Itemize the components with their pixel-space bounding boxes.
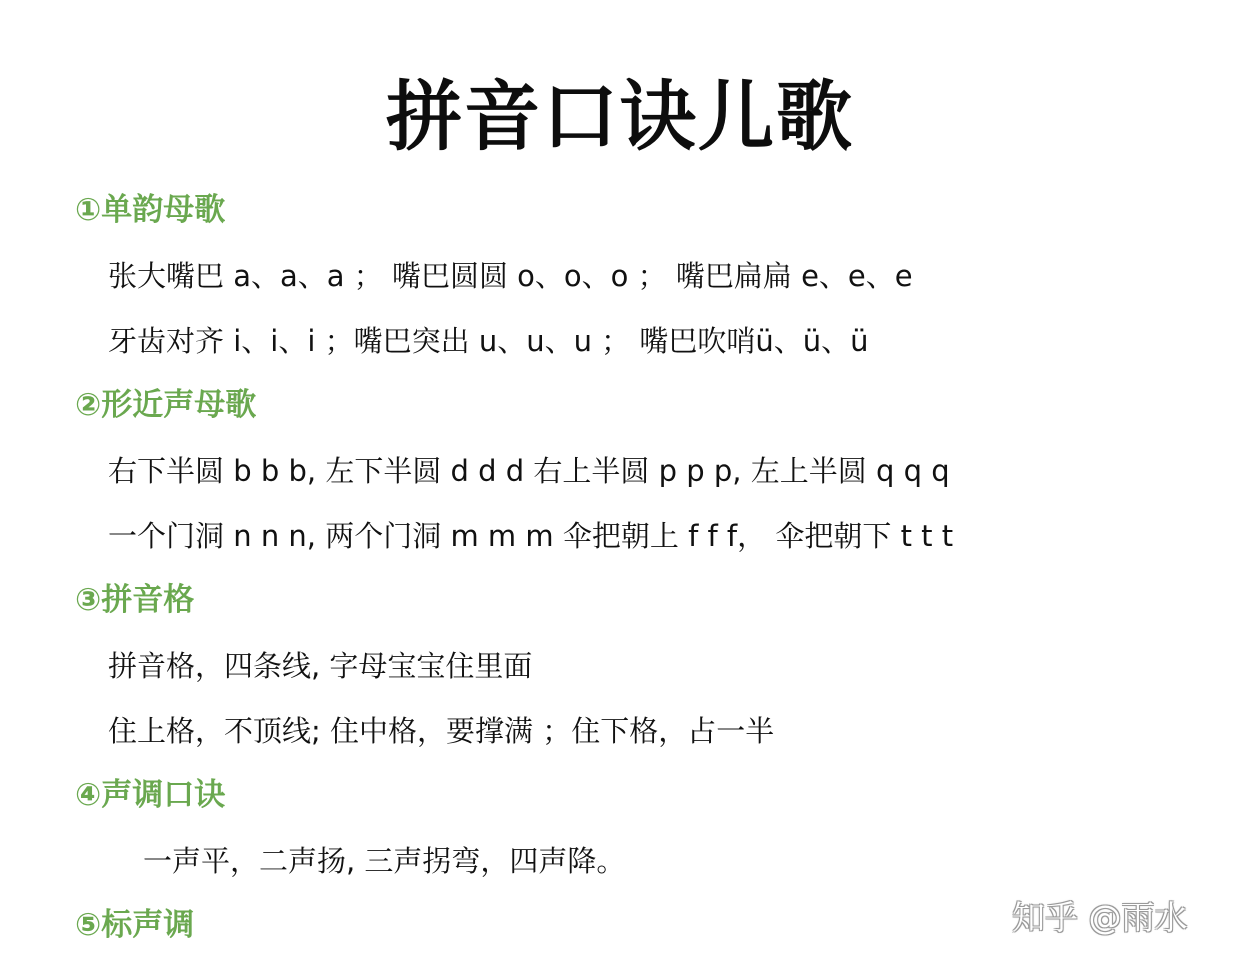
section-3-line-1: 拼音格，四条线, 字母宝宝住里面 [108, 649, 533, 683]
section-heading-4: ④声调口诀 [75, 777, 226, 813]
section-heading-2: ②形近声母歌 [75, 387, 257, 423]
section-1-line-2: 牙齿对齐 i、i、i ；嘴巴突出 u、u、u ； 嘴巴吹哨ü、ü、ü [108, 324, 869, 358]
section-heading-5: ⑤标声调 [75, 907, 195, 943]
section-heading-1: ①单韵母歌 [75, 192, 226, 228]
watermark: 知乎 @雨水 [1012, 898, 1188, 937]
section-1-line-1: 张大嘴巴 a、a、a ； 嘴巴圆圆 o、o、o ； 嘴巴扁扁 e、e、e [108, 259, 913, 293]
section-2-line-1: 右下半圆 b b b, 左下半圆 d d d 右上半圆 p p p, 左上半圆 q q q [108, 454, 950, 488]
section-heading-3: ③拼音格 [75, 582, 195, 618]
section-4-line-1: 一声平，二声扬, 三声拐弯，四声降。 [143, 844, 626, 878]
page-title: 拼音口诀儿歌 [386, 72, 854, 161]
section-3-line-2: 住上格，不顶线; 住中格，要撑满 ；住下格，占一半 [108, 714, 775, 748]
section-2-line-2: 一个门洞 n n n, 两个门洞 m m m 伞把朝上 f f f， 伞把朝下 t t t [108, 519, 954, 553]
